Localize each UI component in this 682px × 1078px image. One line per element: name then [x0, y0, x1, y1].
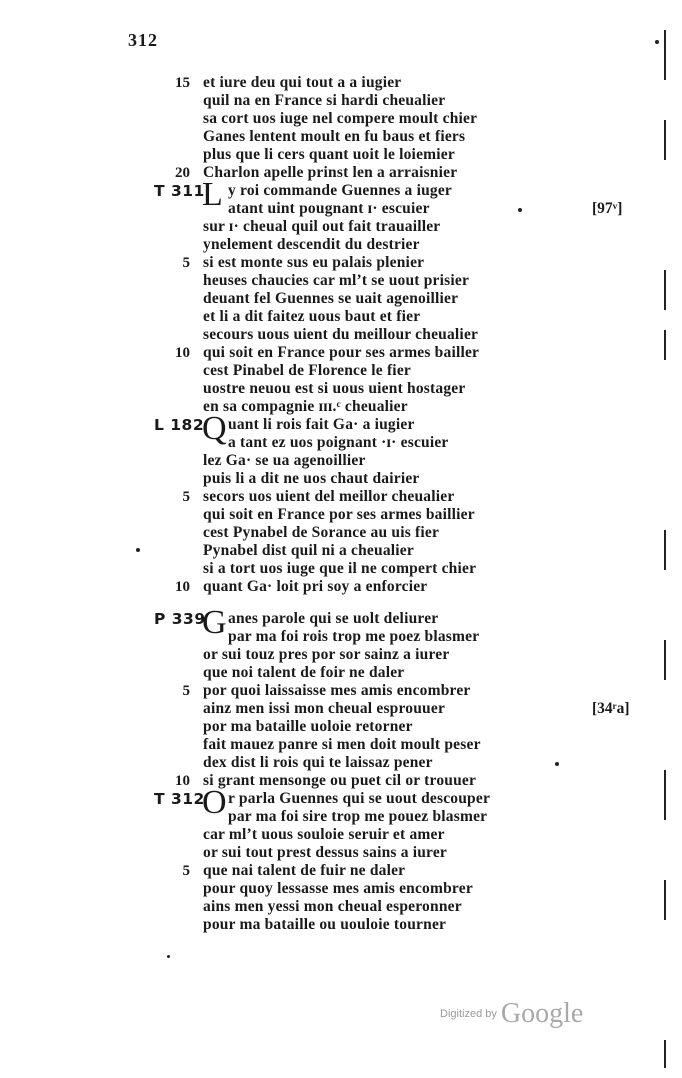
- verse-line: secors uos uient del meillor cheualier: [203, 488, 455, 505]
- decorated-initial: G: [202, 604, 227, 641]
- page-edge-mark: [664, 770, 666, 820]
- verse-line: ainz men issi mon cheual esprouuer: [203, 700, 446, 717]
- manuscript-siglum: P 339: [154, 610, 206, 628]
- line-number: 5: [182, 683, 190, 699]
- decorated-initial: Q: [202, 410, 227, 447]
- verse-line: par ma foi sire trop me pouez blasmer: [228, 808, 488, 825]
- manuscript-siglum: T 312: [154, 790, 205, 808]
- ink-dot: [518, 208, 522, 212]
- folio-reference: [97ᵛ]: [592, 200, 623, 217]
- verse-line: ains men yessi mon cheual esperonner: [203, 898, 462, 915]
- line-number: 10: [175, 579, 190, 595]
- manuscript-siglum: T 311: [154, 182, 205, 200]
- decorated-initial: L: [202, 176, 223, 213]
- verse-line: uostre neuou est si uous uient hostager: [203, 380, 466, 397]
- ink-dot: [555, 762, 559, 766]
- page-edge-mark: [664, 530, 666, 570]
- page-edge-mark: [664, 330, 666, 360]
- verse-line: deuant fel Guennes se uait agenoillier: [203, 290, 459, 307]
- verse-line: fait mauez panre si men doit moult peser: [203, 736, 481, 753]
- verse-line: que noi talent de foir ne daler: [203, 664, 405, 681]
- verse-line: sa cort uos iuge nel compere moult chier: [203, 110, 478, 127]
- verse-line: lez Ga· se ua agenoillier: [203, 452, 366, 469]
- verse-line: pour ma bataille ou uouloie tourner: [203, 916, 447, 933]
- verse-line: cest Pinabel de Florence le fier: [203, 362, 411, 379]
- verse-line: a tant ez uos poignant ·ɪ· escuier: [228, 434, 449, 451]
- page-edge-mark: [664, 30, 666, 80]
- verse-line: pour quoy lessasse mes amis encombrer: [203, 880, 473, 897]
- ink-dot: [136, 548, 140, 552]
- page-edge-mark: [664, 1040, 666, 1068]
- verse-line: heuses chaucies car ml’t se uout prisier: [203, 272, 470, 289]
- verse-line: qui soit en France por ses armes baillier: [203, 506, 475, 523]
- line-number: 20: [175, 165, 190, 181]
- verse-line: ynelement descendit du destrier: [203, 236, 420, 253]
- verse-line: anes parole qui se uolt deliurer: [228, 610, 439, 627]
- watermark-small-text: Digitized by: [440, 1008, 497, 1020]
- verse-line: or sui tout prest dessus sains a iurer: [203, 844, 448, 861]
- verse-line: puis li a dit ne uos chaut dairier: [203, 470, 420, 487]
- page-edge-mark: [664, 640, 666, 680]
- page-number: 312: [128, 30, 158, 50]
- verse-line: or sui touz pres por sor sainz a iurer: [203, 646, 450, 663]
- verse-line: et iure deu qui tout a a iugier: [203, 74, 402, 91]
- verse-line: Charlon apelle prinst len a arraisnier: [203, 164, 458, 181]
- verse-line: Pynabel dist quil ni a cheualier: [203, 542, 414, 559]
- verse-line: car ml’t uous souloie seruir et amer: [203, 826, 445, 843]
- verse-line: en sa compagnie ɪɪɪ.ᶜ cheualier: [203, 398, 408, 415]
- google-watermark: [440, 998, 583, 1030]
- verse-line: dex dist li rois qui te laissaz pener: [203, 754, 433, 771]
- verse-line: plus que li cers quant uoit le loiemier: [203, 146, 455, 163]
- page-edge-mark: [664, 120, 666, 160]
- verse-line: por ma bataille uoloie retorner: [203, 718, 413, 735]
- ink-dot: [167, 955, 170, 958]
- verse-line: quil na en France si hardi cheualier: [203, 92, 446, 109]
- line-number: 15: [175, 75, 190, 91]
- page-edge-mark: [664, 270, 666, 310]
- verse-line: y roi commande Guennes a iuger: [228, 182, 452, 199]
- verse-line: r parla Guennes qui se uout descouper: [228, 790, 491, 807]
- verse-line: qui soit en France pour ses armes bailler: [203, 344, 480, 361]
- verse-line: secours uous uient du meillour cheualier: [203, 326, 479, 343]
- verse-line: que nai talent de fuir ne daler: [203, 862, 406, 879]
- verse-line: atant uint pougnant ɪ· escuier: [228, 200, 430, 217]
- line-number: 5: [182, 255, 190, 271]
- line-number: 10: [175, 345, 190, 361]
- verse-line: Ganes lentent moult en fu baus et fiers: [203, 128, 466, 145]
- verse-line: uant li rois fait Ga· a iugier: [228, 416, 415, 433]
- verse-line: si est monte sus eu palais plenier: [203, 254, 425, 271]
- verse-line: cest Pynabel de Sorance au uis fier: [203, 524, 440, 541]
- verse-line: si a tort uos iuge que il ne compert chier: [203, 560, 477, 577]
- decorated-initial: O: [202, 784, 227, 821]
- line-number: 5: [182, 863, 190, 879]
- line-number: 5: [182, 489, 190, 505]
- ink-dot: [655, 40, 659, 44]
- verse-line: par ma foi rois trop me poez blasmer: [228, 628, 480, 645]
- verse-line: si grant mensonge ou puet cil or trouuer: [203, 772, 477, 789]
- folio-reference: [34ʳa]: [592, 700, 630, 717]
- line-number: 10: [175, 773, 190, 789]
- verse-line: sur ɪ· cheual quil out fait trauailler: [203, 218, 441, 235]
- verse-line: quant Ga· loit pri soy a enforcier: [203, 578, 428, 595]
- manuscript-siglum: L 182: [154, 416, 205, 434]
- verse-line: et li a dit faitez uous baut et fier: [203, 308, 421, 325]
- watermark-logo-text: Google: [500, 998, 584, 1029]
- verse-line: por quoi laissaisse mes amis encombrer: [203, 682, 471, 699]
- page-edge-mark: [664, 880, 666, 920]
